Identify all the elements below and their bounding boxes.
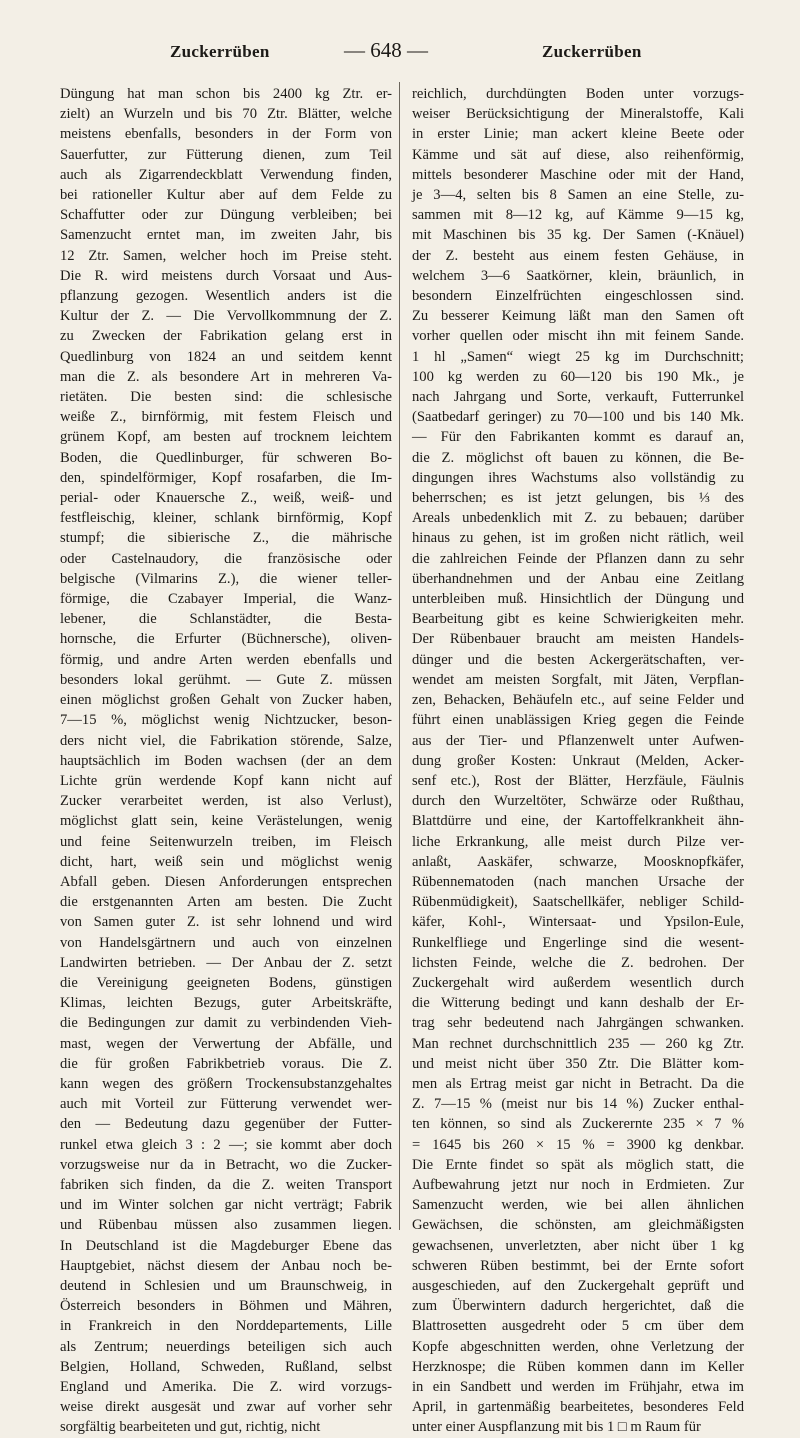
text-line: vorher quellen oder mischt ihn mit feinem Sande. [412,328,744,345]
column-divider [399,82,400,1230]
text-line: Zuckergehalt wird außerdem wesentlich durch [412,974,744,991]
text-line: reichlich, durchdüngten Boden unter vorzugs- [412,86,744,102]
text-line: und im Winter solchen gar nicht verträgt; Fabrik [60,1197,392,1214]
text-line: Aufbewahrung jetzt nur noch in Erdmieten. Zur [412,1176,744,1193]
text-line: die Vereinigung geeigneten Bodens, günstigen [60,974,392,991]
text-line: welchem 3—6 Saatkörner, klein, bräunlich, in [412,267,744,284]
text-line: England und Amerika. Die Z. wird vorzugs- [60,1379,392,1395]
left-column [60,84,392,1438]
text-line: unterbleiben muß. Hinsichtlich der Düngung und [412,591,744,608]
text-line: beherrschen; es ist jetzt gelungen, bis ⅓ des [412,490,744,507]
text-line: Kopfe abgeschnitten werden, ohne Verletzung der [412,1338,744,1355]
text-line: Blattdürre und eine, der Kartoffelkrankheit ähn- [412,813,744,830]
text-line: 1 hl „Samen“ wiegt 25 kg im Durchschnitt; [412,348,744,365]
text-line: Bearbeitung gibt es keine Schwierigkeiten mehr. [412,611,744,628]
text-line: mittels besonderer Maschine oder mit der Hand, [412,166,744,183]
text-line: trag sehr bedeutend nach Jahrgängen schwanken. [412,1015,744,1032]
text-line: Samenzucht werden, wie bei allen ähnlichen [412,1197,744,1214]
text-line: je 3—4, selten bis 8 Samen an eine Stelle, zu- [412,187,744,204]
text-line: stumpf; die sibierische Z., die mährische [60,530,392,547]
text-line: Kämme und sät auf diese, also reihenförmig, [412,146,744,163]
text-line: = 1645 bis 260 × 15 % = 3900 kg denkbar. [412,1136,744,1153]
text-line: Klimas, leichten Bezugs, guter Arbeitskräfte, [60,995,392,1012]
text-line: förmige, die Czabayer Imperial, die Wanz- [60,591,392,608]
text-line: zen, Behacken, Behäufeln etc., auf seine Felder und [412,692,744,709]
text-line: hauptsächlich im Boden wachsen (der an dem [60,752,392,769]
text-line: Die R. wird meistens durch Vorsaat und Aus- [60,267,392,284]
text-line: grünem Kopf, am besten auf trocknem leichtem [60,429,392,446]
text-line: dung großer Kosten: Unkraut (Melden, Acker- [412,752,744,769]
text-line: schweren Rüben bestimmt, bei der Ernte sofort [412,1257,744,1274]
text-line: belgische (Vilmarins Z.), die wiener teller- [60,570,392,587]
text-line: — Für den Fabrikanten kommt es darauf an, [412,429,744,446]
text-line: Düngung hat man schon bis 2400 kg Ztr. er- [60,86,392,102]
text-line: runkel etwa gleich 3 : 2 —; sie kommt aber doch [60,1136,392,1153]
text-line: April, in gartenmäßig bearbeitetes, besonderes Feld [412,1399,744,1416]
text-line: Landwirten betrieben. — Der Anbau der Z. setzt [60,954,392,971]
text-line: und feine Seitenwurzeln treiben, im Fleisch [60,833,392,850]
text-line: durch den Wurzeltöter, Schwärze oder Rußthau, [412,793,744,810]
text-line: Z. 7—15 % (meist nur bis 14 %) Zucker enthal- [412,1096,744,1113]
text-line: nach Jahrgang und Sorte, verkauft, Futterrunkel [412,389,744,406]
text-line: senf etc.), Rost der Blätter, Herzfäule, Fäulnis [412,772,744,789]
text-line: Samenzucht erntet man, im zweiten Jahr, bis [60,227,392,244]
text-line: auch als Zigarrendeckblatt Verwendung finden, [60,166,392,183]
text-line: dingungen ihres Wachstums also vollständig zu [412,469,744,486]
text-line: Boden, die Quedlinburger, für schweren Bo- [60,449,392,466]
text-line: förmig, und andre Arten werden ebenfalls und [60,651,392,668]
text-line: ders nicht viel, die Fabrikation störende, Salze, [60,732,392,749]
text-line: den, spindelförmiger, Kopf rosafarben, die Im- [60,469,392,486]
text-line: Schaffutter oder zur Düngung verbleiben; bei [60,207,392,224]
text-line: von Samen guter Z. ist sehr lohnend und wird [60,914,392,931]
text-line: meistens ebenfalls, besonders in der Form von [60,126,392,143]
text-line: ten können, so sind als Zuckerernte 235 × 7 % [412,1116,744,1133]
text-line: dicht, hart, weiß sein und möglichst wenig [60,853,392,870]
text-line: Österreich besonders in Böhmen und Mähren, [60,1298,392,1315]
text-line: die Bedingungen zur damit zu verbindenden Vieh- [60,1015,392,1032]
text-line: besonders lokal gerühmt. — Gute Z. müssen [60,671,392,688]
text-line: einen möglichst großen Gehalt von Zucker haben, [60,692,392,709]
header-left-title: Zuckerrüben [170,42,270,61]
text-line: Man rechnet durchschnittlich 235 — 260 kg Ztr. [412,1035,744,1052]
text-line: die erstgenannten Arten am besten. Die Zucht [60,894,392,911]
text-line: anlaßt, Aaskäfer, schwarze, Moosknopfkäfer, [412,853,744,870]
text-line: Hauptgebiet, nächst diesem der Anbau noch be- [60,1257,392,1274]
text-line: ausgeschieden, auf den Zuckergehalt geprüft und [412,1277,744,1294]
text-line: führt einen unablässigen Krieg gegen die Feinde [412,712,744,729]
text-line: die für großen Fabrikbetrieb voraus. Die Z. [60,1055,392,1072]
text-line: aus der Tier- und Pflanzenwelt unter Aufwen- [412,732,744,749]
text-line: in erster Linie; man ackert kleine Beete oder [412,126,744,143]
text-line: Zucker verarbeitet werden, ist also Verlust), [60,793,392,810]
text-line: Rübennematoden (nach manchen Ursache der [412,873,744,890]
text-line: perial- oder Knauersche Z., weiß, weiß- und [60,490,392,507]
text-line: Quedlinburg von 1824 an und seitdem kennt [60,348,392,365]
text-line: die zahlreichen Feinde der Pflanzen dann zu sehr [412,550,744,567]
text-line: Herzknospe; die Rüben kommen dann im Keller [412,1358,744,1375]
text-line: 12 Ztr. Samen, welcher hoch im Preise steht. [60,247,392,264]
text-line: den — Bedeutung dazu gegenüber der Futter- [60,1116,392,1133]
text-line: und meist nicht über 350 Ztr. Die Blätter kom- [412,1055,744,1072]
text-line: Die Ernte findet so spät als möglich statt, die [412,1156,744,1173]
text-line: bei rationeller Kultur aber auf dem Felde zu [60,187,392,204]
text-line: Areals unbedenklich mit Z. zu bebauen; darüber [412,510,744,527]
text-line: Zu besserer Keimung läßt man den Samen oft [412,308,744,325]
text-line: käfer, Kohl-, Wintersaat- und Ypsilon-Eule, [412,914,744,931]
text-line: (Saatbedarf geringer) zu 70—100 und bis 140 Mk. [412,409,744,426]
text-line: rietäten. Die besten sind: die schlesische [60,389,392,406]
text-line: möglichst glatt sein, keine Verästelungen, wenig [60,813,392,830]
text-line: Der Rübenbauer braucht am meisten Handels- [412,631,744,648]
text-line: 100 kg werden zu 60—120 bis 190 Mk., je [412,368,744,385]
text-line: weiße Z., birnförmig, mit festem Fleisch und [60,409,392,426]
text-line: weiser Berücksichtigung der Mineralstoffe, Kali [412,106,744,123]
text-line: zu Zwecken der Fabrikation gelang erst in [60,328,392,345]
text-line: Rübenmüdigkeit), Saatschellkäfer, nebliger Schild- [412,894,744,911]
text-line: hinaus zu gehen, ist im großen nicht rätlich, weil [412,530,744,547]
text-line: dünger und die besten Ackergerätschaften, ver- [412,651,744,668]
text-line: mast, wegen der Verwertung der Abfälle, und [60,1035,392,1052]
text-line: von Handelsgärtnern und auch von einzelnen [60,934,392,951]
text-line: in ein Sandbett und werden im Frühjahr, etwa im [412,1379,744,1395]
text-line: zielt) an Wurzeln und bis 70 Ztr. Blätter, welche [60,106,392,123]
right-column [412,84,744,1438]
text-line: hornsche, die Erfurter (Büchnersche), oliven- [60,631,392,648]
text-line: 7—15 %, möglichst wenig Nichtzucker, beson- [60,712,392,729]
text-line: als Zentrum; neuerdings beteiligen sich auch [60,1338,392,1355]
text-line: Runkelfliege und Engerlinge sind die wesent- [412,934,744,951]
text-line: men als Ertrag meist gar nicht in Betracht. Da die [412,1075,744,1092]
text-line: liche Erkrankung, alle meist durch Pilze ver- [412,833,744,850]
text-line: Blattrosetten ausgedreht oder 5 cm über dem [412,1318,744,1335]
text-line: lebener, die Schlanstädter, die Besta- [60,611,392,628]
text-line: sammen mit 8—12 kg, auf Kämme 9—15 kg, [412,207,744,224]
text-line: Kultur der Z. — Die Vervollkommnung der Z. [60,308,392,325]
text-line: In Deutschland ist die Magdeburger Ebene das [60,1237,392,1254]
text-line: wendet am meisten Sorgfalt, mit Jäten, Verpflan- [412,671,744,688]
text-line: pflanzung gezogen. Wesentlich anders ist die [60,288,392,305]
text-line: vorzugsweise nur da in Betracht, wo die Zucker- [60,1156,392,1173]
text-line: lichsten Feinde, welche die Z. bedrohen. Der [412,954,744,971]
text-line: Sauerfutter, zur Fütterung dienen, zum Teil [60,146,392,163]
text-line: gewachsenen, unverletzten, aber nicht über 1 kg [412,1237,744,1254]
text-line: der Z. besteht aus einem festen Gehäuse, in [412,247,744,264]
text-line: Gewächsen, die schönsten, am gleichmäßigsten [412,1217,744,1234]
text-line: auch mit Vorteil zur Fütterung verwendet wer- [60,1096,392,1113]
text-line: Lichte grün werdende Kopf kann nicht auf [60,772,392,789]
text-line: in Frankreich in den Norddepartements, Lille [60,1318,392,1335]
text-line: die Z. möglichst oft bauen zu können, die Be- [412,449,744,466]
text-line: mit Maschinen bis 35 kg. Der Samen (-Knäuel) [412,227,744,244]
text-line: deutend in Schlesien und um Braunschweig, in [60,1277,392,1294]
text-line: besondern Einzelfrüchten eingeschlossen sind. [412,288,744,305]
text-line: oder Castelnaudory, die französische oder [60,550,392,567]
text-line: Belgien, Holland, Schweden, Rußland, selbst [60,1358,392,1375]
running-header [52,38,748,68]
text-line: weise direkt ausgesät und zwar auf vorher sehr [60,1399,392,1416]
text-line: kann wegen des größern Trockensubstanzgehaltes [60,1075,392,1092]
text-line: die Witterung bedingt und kann deshalb der Er- [412,995,744,1012]
text-line: fabriken sich finden, da die Z. weiten Transport [60,1176,392,1193]
page-number: — 648 — [344,38,428,62]
text-line: und Rübenbau müssen also zusammen liegen. [60,1217,392,1234]
text-line: sorgfältig bearbeiteten und gut, richtig, nicht [60,1419,321,1436]
text-line: überhandnehmen und der Anbau eine Zeitlang [412,570,744,587]
text-line: festfleischig, kleiner, schlank birnförmig, Kopf [60,510,392,527]
text-line: Abfall geben. Diesen Anforderungen entsprechen [60,873,392,890]
text-line: unter einer Auspflanzung mit bis 1 □ m Raum für [412,1419,701,1436]
text-line: man die Z. als besondere Art in mehreren Va- [60,368,392,385]
header-right-title: Zuckerrüben [542,42,642,61]
text-line: zum Überwintern dadurch hergerichtet, daß die [412,1298,744,1315]
